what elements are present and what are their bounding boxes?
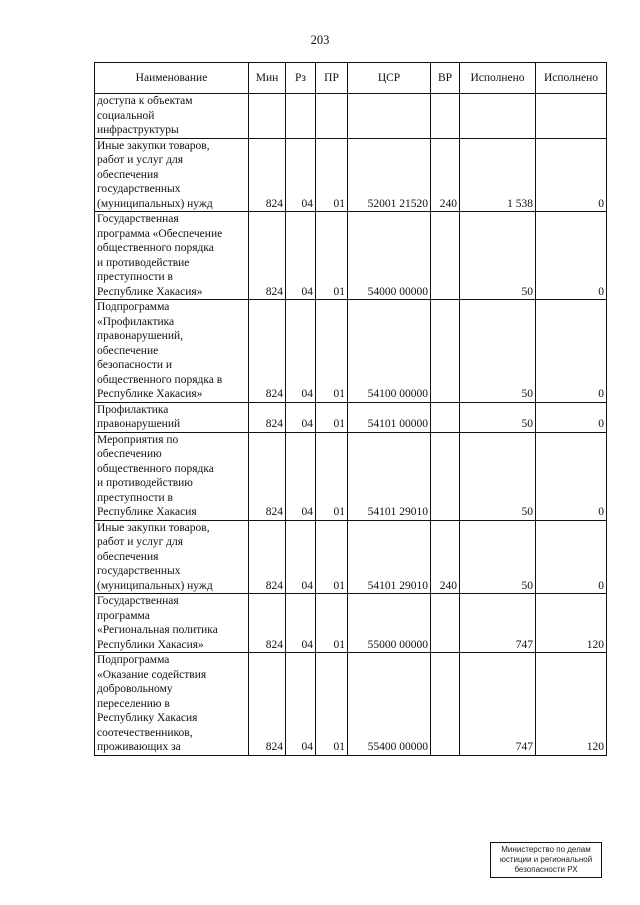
- row-csr: 54101 29010: [348, 432, 431, 520]
- row-executed-2: 0: [536, 300, 607, 403]
- row-name: доступа к объектам социальной инфраструктуры: [95, 94, 249, 139]
- row-vr: [431, 94, 460, 139]
- row-name: Подпрограмма «Оказание содействия добровольному переселению в Республику Хакасия соотечественников, проживающих за: [95, 653, 249, 756]
- header-executed-1: Исполнено: [460, 63, 536, 94]
- row-vr: 240: [431, 520, 460, 594]
- stamp-line: безопасности РХ: [514, 865, 578, 874]
- row-name: Государственная программа «Обеспечение общественного порядка и противодействие преступности в Республике Хакасия»: [95, 212, 249, 300]
- row-pr: 01: [316, 402, 348, 432]
- row-rz: 04: [286, 212, 316, 300]
- table-row: [95, 94, 607, 139]
- table-header-row: [95, 63, 607, 94]
- table-row: [95, 402, 607, 432]
- row-min: 824: [249, 138, 286, 212]
- row-executed-2: 0: [536, 138, 607, 212]
- row-pr: 01: [316, 212, 348, 300]
- header-name: Наименование: [95, 63, 249, 94]
- row-name: Иные закупки товаров, работ и услуг для обеспечения государственных (муниципальных) нужд: [95, 520, 249, 594]
- header-csr: ЦСР: [348, 63, 431, 94]
- row-executed-2: [536, 94, 607, 139]
- row-min: 824: [249, 432, 286, 520]
- row-min: 824: [249, 300, 286, 403]
- row-pr: 01: [316, 653, 348, 756]
- row-csr: [348, 94, 431, 139]
- row-name: Профилактика правонарушений: [95, 402, 249, 432]
- table-row: [95, 138, 607, 212]
- row-pr: 01: [316, 300, 348, 403]
- page-number: 203: [310, 33, 330, 47]
- row-pr: 01: [316, 520, 348, 594]
- row-csr: 54100 00000: [348, 300, 431, 403]
- row-executed-2: 120: [536, 594, 607, 653]
- row-name: Государственная программа «Региональная политика Республики Хакасия»: [95, 594, 249, 653]
- table-row: [95, 300, 607, 403]
- row-executed-2: 120: [536, 653, 607, 756]
- row-name: Подпрограмма «Профилактика правонарушений, обеспечение безопасности и общественного порядка в Республике Хакасия»: [95, 300, 249, 403]
- row-min: 824: [249, 594, 286, 653]
- row-pr: 01: [316, 594, 348, 653]
- row-pr: 01: [316, 432, 348, 520]
- row-min: 824: [249, 402, 286, 432]
- row-vr: [431, 432, 460, 520]
- table-row: [95, 594, 607, 653]
- row-min: [249, 94, 286, 139]
- header-vr: ВР: [431, 63, 460, 94]
- ministry-stamp: [490, 842, 602, 878]
- row-vr: [431, 212, 460, 300]
- row-executed-1: 1 538: [460, 138, 536, 212]
- table-row: [95, 432, 607, 520]
- table-row: [95, 212, 607, 300]
- row-csr: 54101 29010: [348, 520, 431, 594]
- row-rz: 04: [286, 432, 316, 520]
- row-rz: [286, 94, 316, 139]
- row-executed-1: 50: [460, 520, 536, 594]
- row-csr: 54101 00000: [348, 402, 431, 432]
- row-vr: [431, 594, 460, 653]
- table-row: [95, 520, 607, 594]
- row-executed-2: 0: [536, 402, 607, 432]
- budget-table: [94, 62, 607, 756]
- stamp-line: юстиции и региональной: [499, 855, 593, 864]
- table-row: [95, 653, 607, 756]
- row-executed-1: 747: [460, 653, 536, 756]
- row-csr: 54000 00000: [348, 212, 431, 300]
- row-name: Иные закупки товаров, работ и услуг для обеспечения государственных (муниципальных) нужд: [95, 138, 249, 212]
- row-min: 824: [249, 212, 286, 300]
- row-csr: 52001 21520: [348, 138, 431, 212]
- row-executed-2: 0: [536, 212, 607, 300]
- row-min: 824: [249, 520, 286, 594]
- row-name: Мероприятия по обеспечению общественного порядка и противодействию преступности в Республике Хакасия: [95, 432, 249, 520]
- row-csr: 55000 00000: [348, 594, 431, 653]
- row-executed-1: 50: [460, 402, 536, 432]
- row-pr: [316, 94, 348, 139]
- row-executed-1: [460, 94, 536, 139]
- row-rz: 04: [286, 653, 316, 756]
- header-executed-2: Исполнено: [536, 63, 607, 94]
- row-executed-1: 50: [460, 432, 536, 520]
- row-rz: 04: [286, 138, 316, 212]
- row-vr: [431, 653, 460, 756]
- stamp-line: Министерство по делам: [501, 845, 591, 854]
- header-min: Мин: [249, 63, 286, 94]
- row-executed-1: 747: [460, 594, 536, 653]
- row-min: 824: [249, 653, 286, 756]
- row-executed-1: 50: [460, 212, 536, 300]
- header-pr: ПР: [316, 63, 348, 94]
- row-executed-2: 0: [536, 520, 607, 594]
- row-rz: 04: [286, 402, 316, 432]
- row-vr: 240: [431, 138, 460, 212]
- row-csr: 55400 00000: [348, 653, 431, 756]
- row-rz: 04: [286, 520, 316, 594]
- row-vr: [431, 300, 460, 403]
- row-rz: 04: [286, 300, 316, 403]
- row-rz: 04: [286, 594, 316, 653]
- row-executed-1: 50: [460, 300, 536, 403]
- header-rz: Рз: [286, 63, 316, 94]
- row-vr: [431, 402, 460, 432]
- row-executed-2: 0: [536, 432, 607, 520]
- row-pr: 01: [316, 138, 348, 212]
